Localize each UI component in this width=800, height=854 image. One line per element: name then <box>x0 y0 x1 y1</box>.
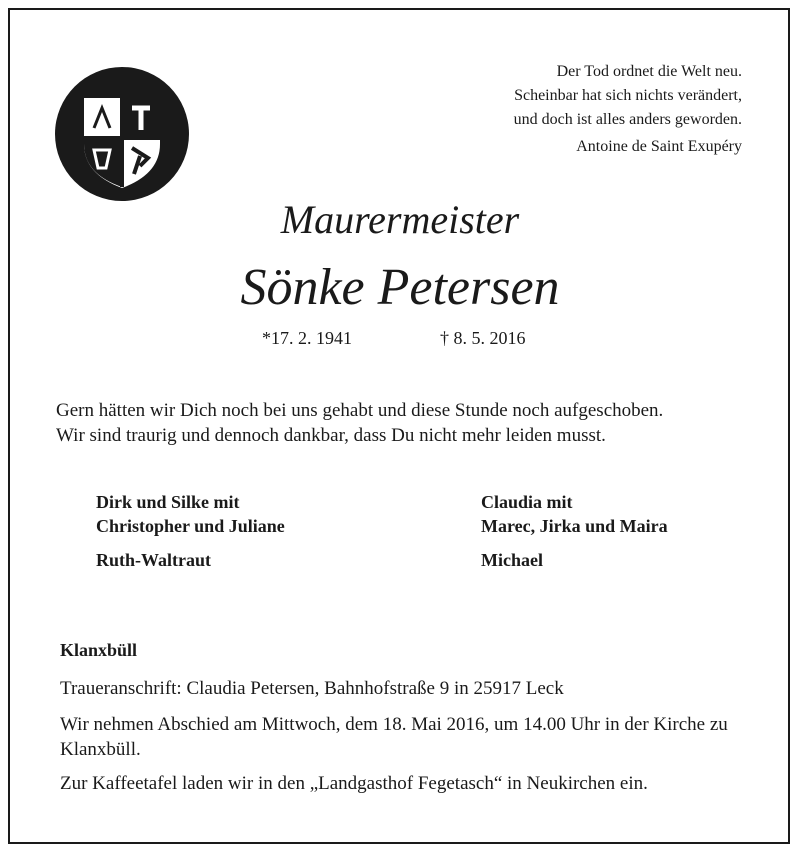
death-date: † 8. 5. 2016 <box>440 328 526 348</box>
quote-author: Antoine de Saint Exupéry <box>576 138 742 155</box>
verse-line: Wir sind traurig und dennoch dankbar, dass Du nicht mehr leiden musst. <box>56 425 606 446</box>
quote-line: Der Tod ordnet die Welt neu. <box>556 63 742 80</box>
mourner-line: Claudia mit <box>481 492 573 512</box>
mourner-group <box>481 490 668 538</box>
place-name: Klanxbüll <box>60 640 138 660</box>
mourner-group <box>96 490 285 538</box>
mourner-line: Dirk und Silke mit <box>96 492 240 512</box>
occupation-title: Maurermeister <box>280 197 520 242</box>
funeral-details: Wir nehmen Abschied am Mittwoch, dem 18. Mai 2016, um 14.00 Uhr in der Kirche zu Klanxbüll. <box>60 714 728 760</box>
mourner-line: Ruth-Waltraut <box>96 550 212 570</box>
mourner-group <box>481 548 543 572</box>
mourning-address: Traueranschrift: Claudia Petersen, Bahnhofstraße 9 in 25917 Leck <box>60 678 564 699</box>
quote-line: und doch ist alles anders geworden. <box>513 111 742 128</box>
mourner-group <box>96 548 211 572</box>
mason-guild-emblem-icon <box>54 66 190 202</box>
deceased-name: Sönke Petersen <box>240 259 560 316</box>
verse-line: Gern hätten wir Dich noch bei uns gehabt und diese Stunde noch aufgeschoben. <box>56 400 664 421</box>
birth-date: *17. 2. 1941 <box>262 328 352 348</box>
verse-text <box>56 398 663 448</box>
mourner-line: Michael <box>481 550 543 570</box>
mourner-line: Marec, Jirka und Maira <box>481 516 668 536</box>
mourner-line: Christopher und Juliane <box>96 516 285 536</box>
quote-block <box>514 60 742 159</box>
quote-line: Scheinbar hat sich nichts verändert, <box>514 87 742 104</box>
reception-invitation: Zur Kaffeetafel laden wir in den „Landgasthof Fegetasch“ in Neukirchen ein. <box>60 773 648 794</box>
